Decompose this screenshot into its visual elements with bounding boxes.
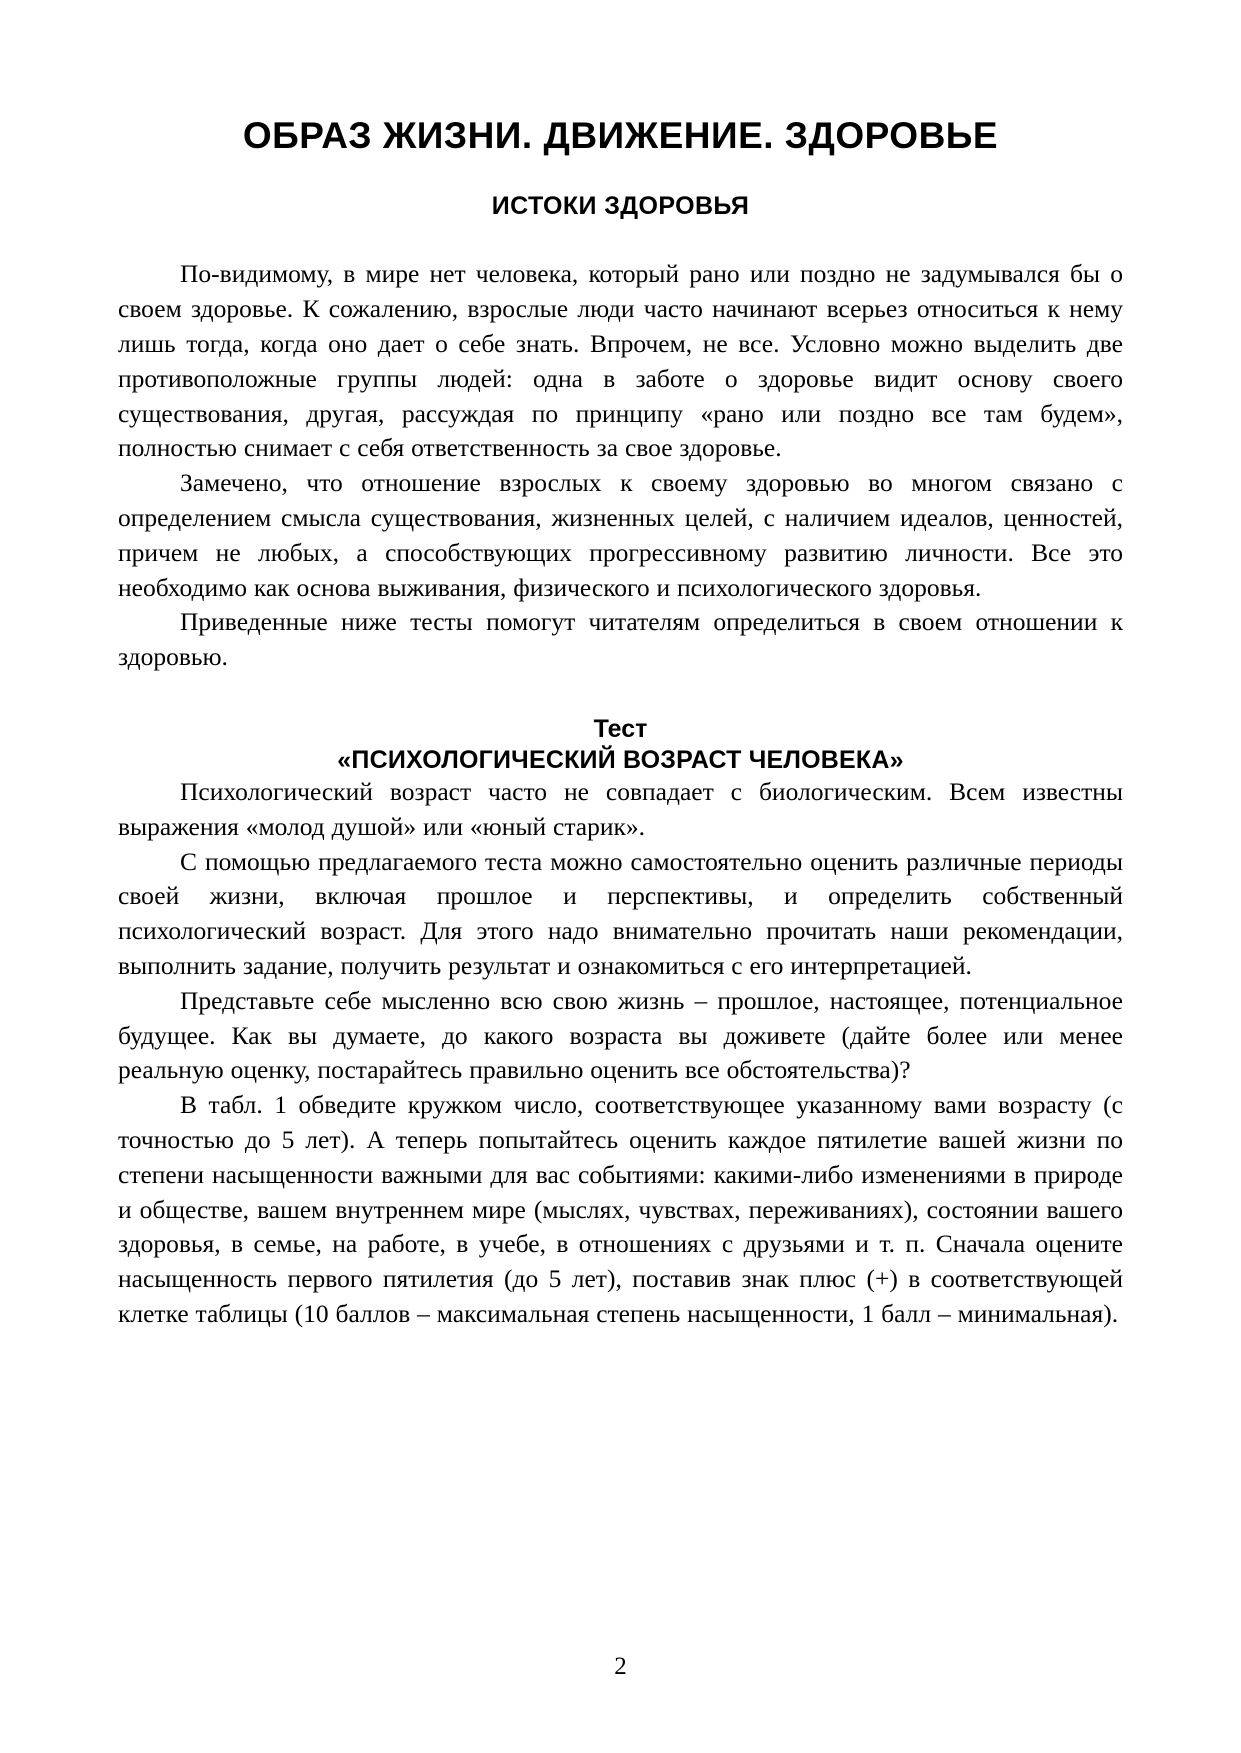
page-title: ОБРАЗ ЖИЗНИ. ДВИЖЕНИЕ. ЗДОРОВЬЕ [242, 115, 999, 156]
test-paragraph-2: С помощью предлагаемого теста можно самостоятельно оценить различные периоды своей жизни, включая прошлое и перспективы, и определить собственный психологический возраст. Для этого надо внимательно прочитать наши рекомендации, выполнить задание, получить результат и ознакомиться с его интерпретацией. [118, 846, 1123, 980]
section-heading: ИСТОКИ ЗДОРОВЬЯ [491, 192, 750, 221]
test-paragraph-3: Представьте себе мысленно всю свою жизнь – прошлое, настоящее, потенциальное будущее. Как вы думаете, до какого возраста вы доживете (дайте более или менее реальную оценку, постарайтесь правильно оценить все обстоятельства)? [118, 985, 1123, 1085]
paragraph-2: Замечено, что отношение взрослых к своему здоровью во многом связано с определением смысла существования, жизненных целей, с наличием идеалов, ценностей, причем не любых, а способствующих прогрессивному развитию личности. Все это необходимо как основа выживания, физического и психологического здоровья. [118, 468, 1123, 602]
test-paragraph-4: В табл. 1 обведите кружком число, соответствующее указанному вами возрасту (с точностью до 5 лет). А теперь попытайтесь оценить каждое пятилетие вашей жизни по степени насыщенности важными для вас событиями: какими-либо изменениями в природе и обществе, вашем внутреннем мире (мыслях, чувствах, переживаниях), состоянии вашего здоровья, в семье, на работе, в учебе, в отношениях с друзьями и т. п. Сначала оцените насыщенность первого пятилетия (до 5 лет), поставив знак плюс (+) в соответствующей клетке таблицы (10 баллов – максимальная степень насыщенности, 1 балл – минимальная). [118, 1090, 1123, 1328]
test-heading: «ПСИХОЛОГИЧЕСКИЙ ВОЗРАСТ ЧЕЛОВЕКА» [337, 745, 904, 774]
test-label: Тест [593, 714, 648, 743]
paragraph-3: Приведенные ниже тесты помогут читателям определиться в своем отношении к здоровью. [118, 607, 1123, 672]
page-number: 2 [614, 1653, 627, 1680]
paragraph-1: По-видимому, в мире нет человека, который рано или поздно не задумывался бы о своем здоровье. К сожалению, взрослые люди часто начинают всерьез относиться к нему лишь тогда, когда оно дает о себе знать. Впрочем, не все. Условно можно выделить две противоположные группы людей: одна в заботе о здоровье видит основу своего существования, другая, рассуждая по принципу «рано или поздно все там будем», полностью снимает с себя ответственность за свое здоровье. [118, 259, 1123, 463]
test-paragraph-1: Психологический возраст часто не совпадает с биологическим. Всем известны выражения «молод душой» или «юный старик». [118, 776, 1123, 841]
